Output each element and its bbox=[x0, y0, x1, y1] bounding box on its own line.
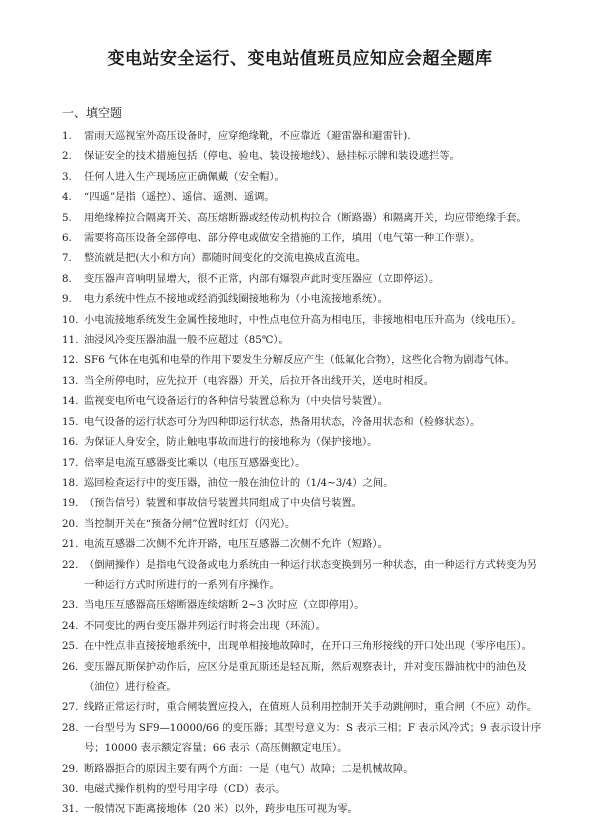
item-text: （预告信号）装置和事故信号装置共同组成了中央信号装置。 bbox=[84, 497, 363, 510]
item-text: 断路器拒合的原因主要有两个方面：一是（电气）故障；二是机械故障。 bbox=[84, 762, 414, 775]
item-number: 17. bbox=[62, 456, 79, 469]
item-text: 电流互感器二次侧不允许开路，电压互感器二次侧不允许（短路）。 bbox=[84, 538, 388, 551]
item-text: 雷雨天巡视室外高压设备时，应穿绝缘靴，不应靠近（避雷器和避雷针). bbox=[84, 130, 411, 142]
list-item bbox=[0, 391, 600, 411]
item-number: 2. bbox=[62, 150, 72, 163]
item-text: 当全所停电时，应先拉开（电容器）开关，后拉开各出线开关，送电时相反。 bbox=[84, 374, 435, 387]
item-text: 整流就是把(大小和方向）都随时间变化的交流电换成直流电。 bbox=[84, 252, 367, 265]
item-text: 当控制开关在“预备分闸”位置时红灯（闪光）。 bbox=[84, 517, 296, 530]
item-number: 22. bbox=[62, 558, 79, 571]
item-number: 20. bbox=[62, 517, 79, 530]
item-text: 线路正常运行时，重合闸装置应投入，在值班人员利用控制开关手动跳闸时，重合闸（不应）动作。 bbox=[84, 701, 538, 714]
item-text: 油浸风冷变压器油温一般不应超过（85℃）。 bbox=[84, 334, 289, 347]
item-text: 当电压互感器高压熔断器连续熔断 2~3 次时应（立即停用）。 bbox=[84, 599, 365, 612]
item-text: 保证安全的技术措施包括（停电、验电、装设接地线）、悬挂标示牌和装设遮拦等。 bbox=[84, 150, 460, 163]
document-title: 变电站安全运行、变电站值班员应知应会超全题库 bbox=[107, 49, 493, 69]
list-item bbox=[0, 228, 600, 248]
list-item bbox=[0, 289, 600, 309]
item-number: 9. bbox=[62, 293, 72, 306]
item-number: 21. bbox=[62, 538, 79, 551]
item-text: 任何人进入生产现场应正确佩戴（安全帽）。 bbox=[84, 170, 285, 183]
item-text: 一台型号为 SF9—10000/66 的变压器；其型号意义为：S 表示三相；F 表示风冷式；9 表示设计序号；10000 表示额定容量；66 表示（高压侧额定电压）。 bbox=[84, 721, 542, 755]
item-text: 变压器瓦斯保护动作后，应区分是重瓦斯还是轻瓦斯，然后观察表计，并对变压器油枕中的油色及（油位）进行检查。 bbox=[84, 660, 527, 693]
item-text: 电力系统中性点不接地或经消弧线圈接地称为（小电流接地系统）。 bbox=[84, 293, 388, 306]
list-item bbox=[0, 412, 600, 432]
item-number: 29. bbox=[62, 762, 79, 775]
item-number: 27. bbox=[62, 701, 79, 714]
item-number: 8. bbox=[62, 272, 72, 285]
item-number: 1. bbox=[62, 130, 72, 142]
item-number: 7. bbox=[62, 252, 72, 265]
list-item bbox=[0, 350, 600, 370]
list-item bbox=[0, 555, 600, 596]
list-item bbox=[0, 534, 600, 554]
list-item bbox=[0, 269, 600, 289]
section-heading: 一、填空题 bbox=[62, 106, 123, 120]
list-item bbox=[0, 514, 600, 534]
list-item bbox=[0, 473, 600, 493]
item-number: 19. bbox=[62, 497, 79, 510]
list-item bbox=[0, 208, 600, 228]
list-item bbox=[0, 657, 600, 698]
list-item bbox=[0, 310, 600, 330]
list-item bbox=[0, 759, 600, 779]
list-item bbox=[0, 595, 600, 615]
item-number: 30. bbox=[62, 783, 79, 795]
item-number: 4. bbox=[62, 191, 72, 204]
item-text: 监视变电所电气设备运行的各种信号装置总称为（中央信号装置）。 bbox=[84, 395, 388, 408]
item-text: 小电流接地系统发生金属性接地时，中性点电位升高为相电压，非接地相电压升高为（线电压）。 bbox=[84, 313, 522, 326]
item-text: 电气设备的运行状态可分为四种即运行状态，热备用状态，冷备用状态和（检修状态）。 bbox=[84, 415, 481, 428]
item-number: 16. bbox=[62, 436, 79, 449]
item-text: 为保证人身安全，防止触电事故而进行的接地称为（保护接地）。 bbox=[84, 436, 378, 449]
item-number: 3. bbox=[62, 170, 72, 183]
item-number: 14. bbox=[62, 395, 79, 408]
item-number: 26. bbox=[62, 660, 79, 673]
list-item bbox=[0, 330, 600, 350]
item-number: 15. bbox=[62, 415, 79, 428]
list-item bbox=[0, 453, 600, 473]
list-item bbox=[0, 697, 600, 717]
list-item bbox=[0, 126, 600, 146]
list-item bbox=[0, 187, 600, 207]
item-number: 18. bbox=[62, 476, 79, 489]
item-text: 需要将高压设备全部停电、部分停电或做安全措施的工作，填用（电气第一种工作票）。 bbox=[84, 232, 481, 245]
item-text: 变压器声音响明显增大，很不正常，内部有爆裂声此时变压器应（立即停运）。 bbox=[84, 272, 440, 285]
item-text: “四遥”是指（遥控）、遥信、遥测、遥调。 bbox=[84, 191, 275, 204]
question-list bbox=[0, 126, 600, 820]
item-text: SF6 气体在电弧和电晕的作用下要发生分解反应产生（低氟化合物），这些化合物为剧毒气体。 bbox=[84, 354, 515, 367]
list-item bbox=[0, 167, 600, 187]
item-number: 31. bbox=[62, 803, 79, 816]
item-number: 23. bbox=[62, 599, 79, 612]
list-item bbox=[0, 616, 600, 636]
list-item bbox=[0, 636, 600, 656]
item-text: 用绝缘棒拉合隔离开关、高压熔断器或经传动机构拉合（断路器）和隔离开关，均应带绝缘手套。 bbox=[84, 211, 527, 224]
item-number: 24. bbox=[62, 619, 79, 632]
item-text: 一般情况下距离接地体（20 米）以外，跨步电压可视为零。 bbox=[84, 803, 358, 816]
item-number: 11. bbox=[62, 334, 79, 347]
item-number: 13. bbox=[62, 374, 79, 387]
item-number: 5. bbox=[62, 211, 72, 224]
item-number: 25. bbox=[62, 640, 79, 653]
list-item bbox=[0, 779, 600, 799]
list-item bbox=[0, 718, 600, 759]
list-item bbox=[0, 493, 600, 513]
item-text: 不同变比的两台变压器并列运行时将会出现（环流）。 bbox=[84, 619, 326, 632]
item-text: 巡回检查运行中的变压器，油位一般在油位计的（1/4~3/4）之间。 bbox=[84, 476, 394, 489]
item-number: 6. bbox=[62, 232, 72, 245]
list-item bbox=[0, 371, 600, 391]
list-item bbox=[0, 146, 600, 166]
item-text: 倍率是电流互感器变比乘以（电压互感器变比）。 bbox=[84, 456, 306, 469]
list-item bbox=[0, 248, 600, 268]
item-text: （倒闸操作）是指电气设备或电力系统由一种运行状态变换到另一种状态，由一种运行方式转变为另一种运行方式时所进行的一系列有序操作。 bbox=[84, 558, 538, 591]
item-text: 电磁式操作机构的型号用字母（CD）表示。 bbox=[84, 783, 286, 795]
list-item bbox=[0, 799, 600, 819]
item-number: 10. bbox=[62, 313, 79, 326]
item-number: 12. bbox=[62, 354, 79, 367]
list-item bbox=[0, 432, 600, 452]
item-number: 28. bbox=[62, 721, 79, 734]
item-text: 在中性点非直接接地系统中，出现单相接地故障时，在开口三角形接线的开口处出现（零序电压）。 bbox=[84, 640, 532, 653]
